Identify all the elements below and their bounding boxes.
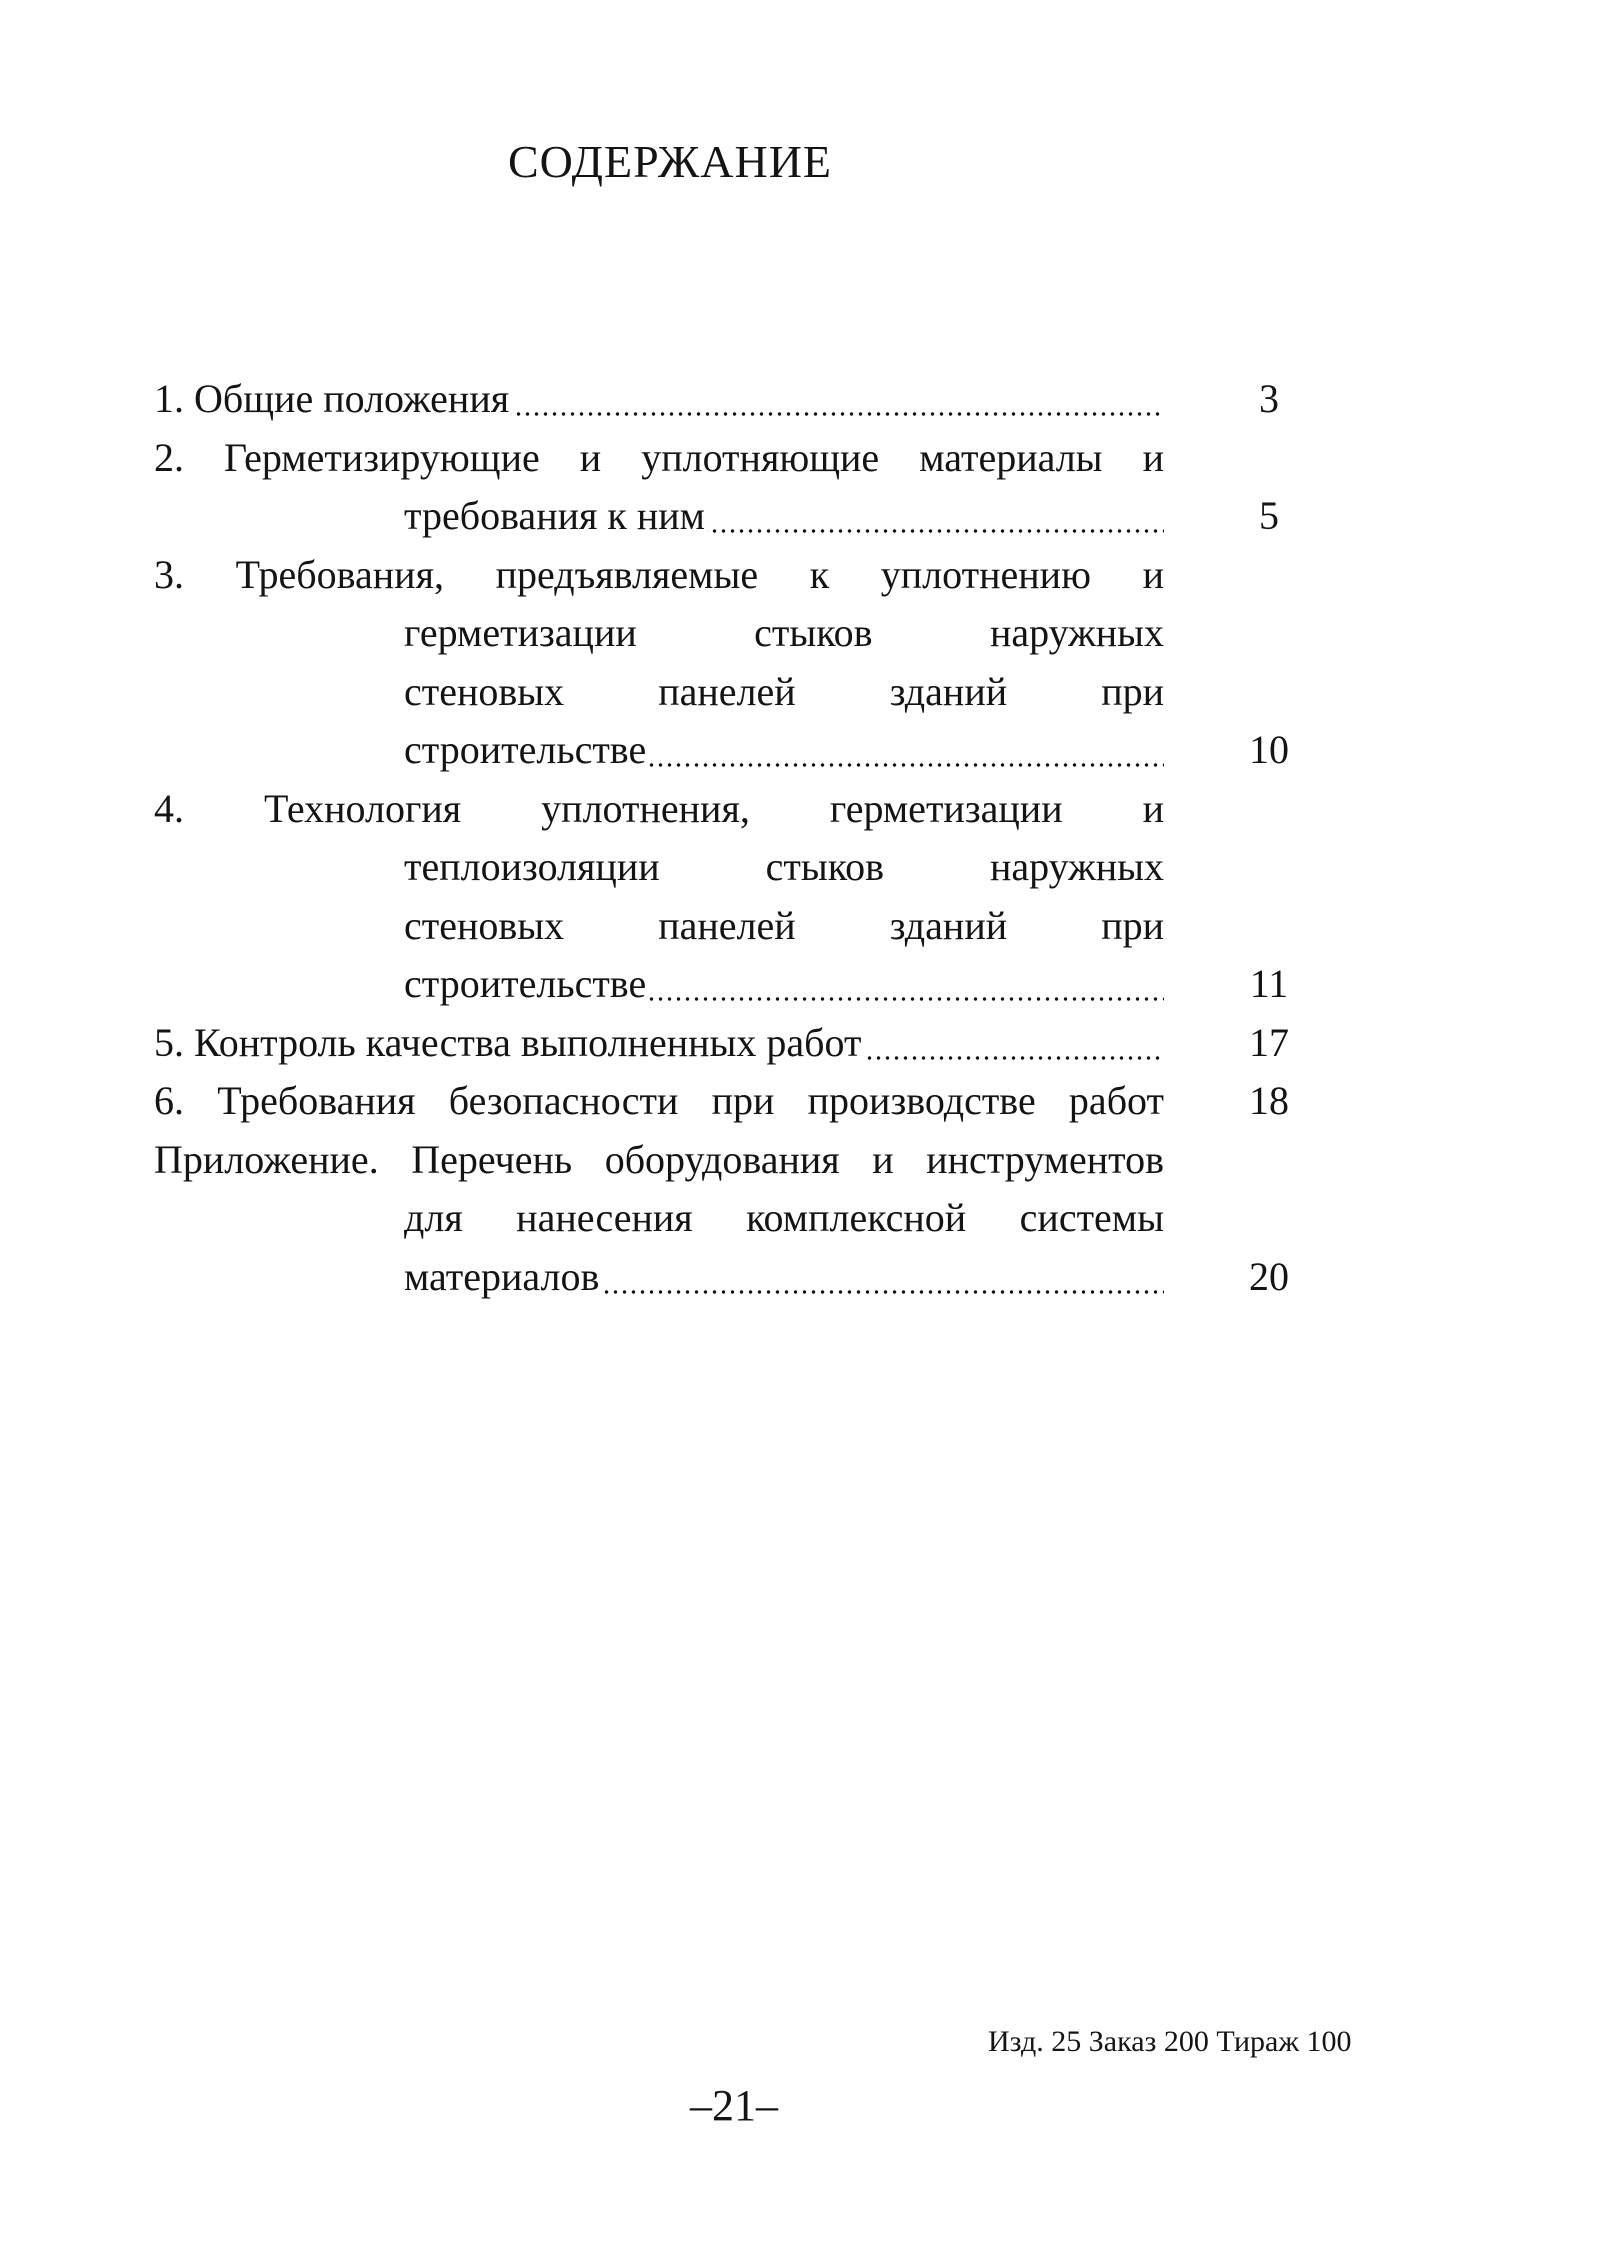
toc-entry-title-continued: герметизации стыков наружных [404,610,1164,655]
toc-entry-title-continued: для нанесения комплексной системы [404,1195,1164,1240]
toc-entry-1[interactable] [154,370,1304,429]
toc-entry-title: Приложение. Перечень оборудования и инструментов [154,1136,1164,1182]
toc-entry-title-continued: стеновых панелей зданий при [404,668,1164,714]
toc-page-number: 20 [1249,1253,1289,1299]
toc-entry-title-continued: материалов [404,1253,600,1299]
toc-entry-5[interactable] [154,1014,1304,1073]
toc-entry-title: 3. Требования, предъявляемые к уплотнению и [154,551,1164,597]
toc-entry-4-cont [154,897,1304,956]
toc-entry-title-continued: требования к ним [404,493,705,538]
toc-page-number: 3 [1259,376,1279,421]
toc-entry-title-continued: теплоизоляции стыков наружных [404,844,1164,889]
toc-page-number: 10 [1249,727,1289,772]
toc-entry-title: 5. Контроль качества выполненных работ [154,1019,862,1065]
toc-entry-title: 6. Требования безопасности при производстве работ [154,1078,1164,1123]
toc-page-number: 18 [1249,1078,1289,1123]
toc-entry-4-cont [154,955,1304,1014]
toc-entry-title: 4. Технология уплотнения, герметизации и [154,785,1164,831]
page-number-footer: –21– [690,2081,778,2130]
toc-entry-3-cont [154,663,1304,722]
toc-entry-title-continued: строительстве [404,727,647,772]
toc-entry-appendix-cont [154,1248,1304,1307]
toc-entry-title: 1. Общие положения [154,376,510,421]
toc-page-number: 17 [1249,1019,1289,1065]
toc-entry-3-cont [154,721,1304,780]
table-of-contents [154,370,1304,1306]
toc-entry-title-continued: стеновых панелей зданий при [404,902,1164,948]
toc-entry-3[interactable] [154,546,1304,605]
toc-page-number: 11 [1249,961,1289,1006]
publication-imprint: Изд. 25 Заказ 200 Тираж 100 [988,2025,1352,2058]
toc-entry-6[interactable] [154,1072,1304,1131]
toc-entry-title: 2. Герметизирующие и уплотняющие материалы и [154,434,1164,480]
toc-title: СОДЕРЖАНИЕ [507,136,833,187]
toc-entry-4-cont [154,838,1304,897]
toc-page-number: 5 [1259,493,1279,538]
toc-entry-title-continued: строительстве [404,961,647,1006]
toc-entry-2[interactable] [154,429,1304,488]
toc-entry-4[interactable] [154,780,1304,839]
toc-entry-3-cont [154,604,1304,663]
toc-entry-appendix[interactable] [154,1131,1304,1190]
toc-entry-appendix-cont [154,1189,1304,1248]
toc-entry-2-cont [154,487,1304,546]
